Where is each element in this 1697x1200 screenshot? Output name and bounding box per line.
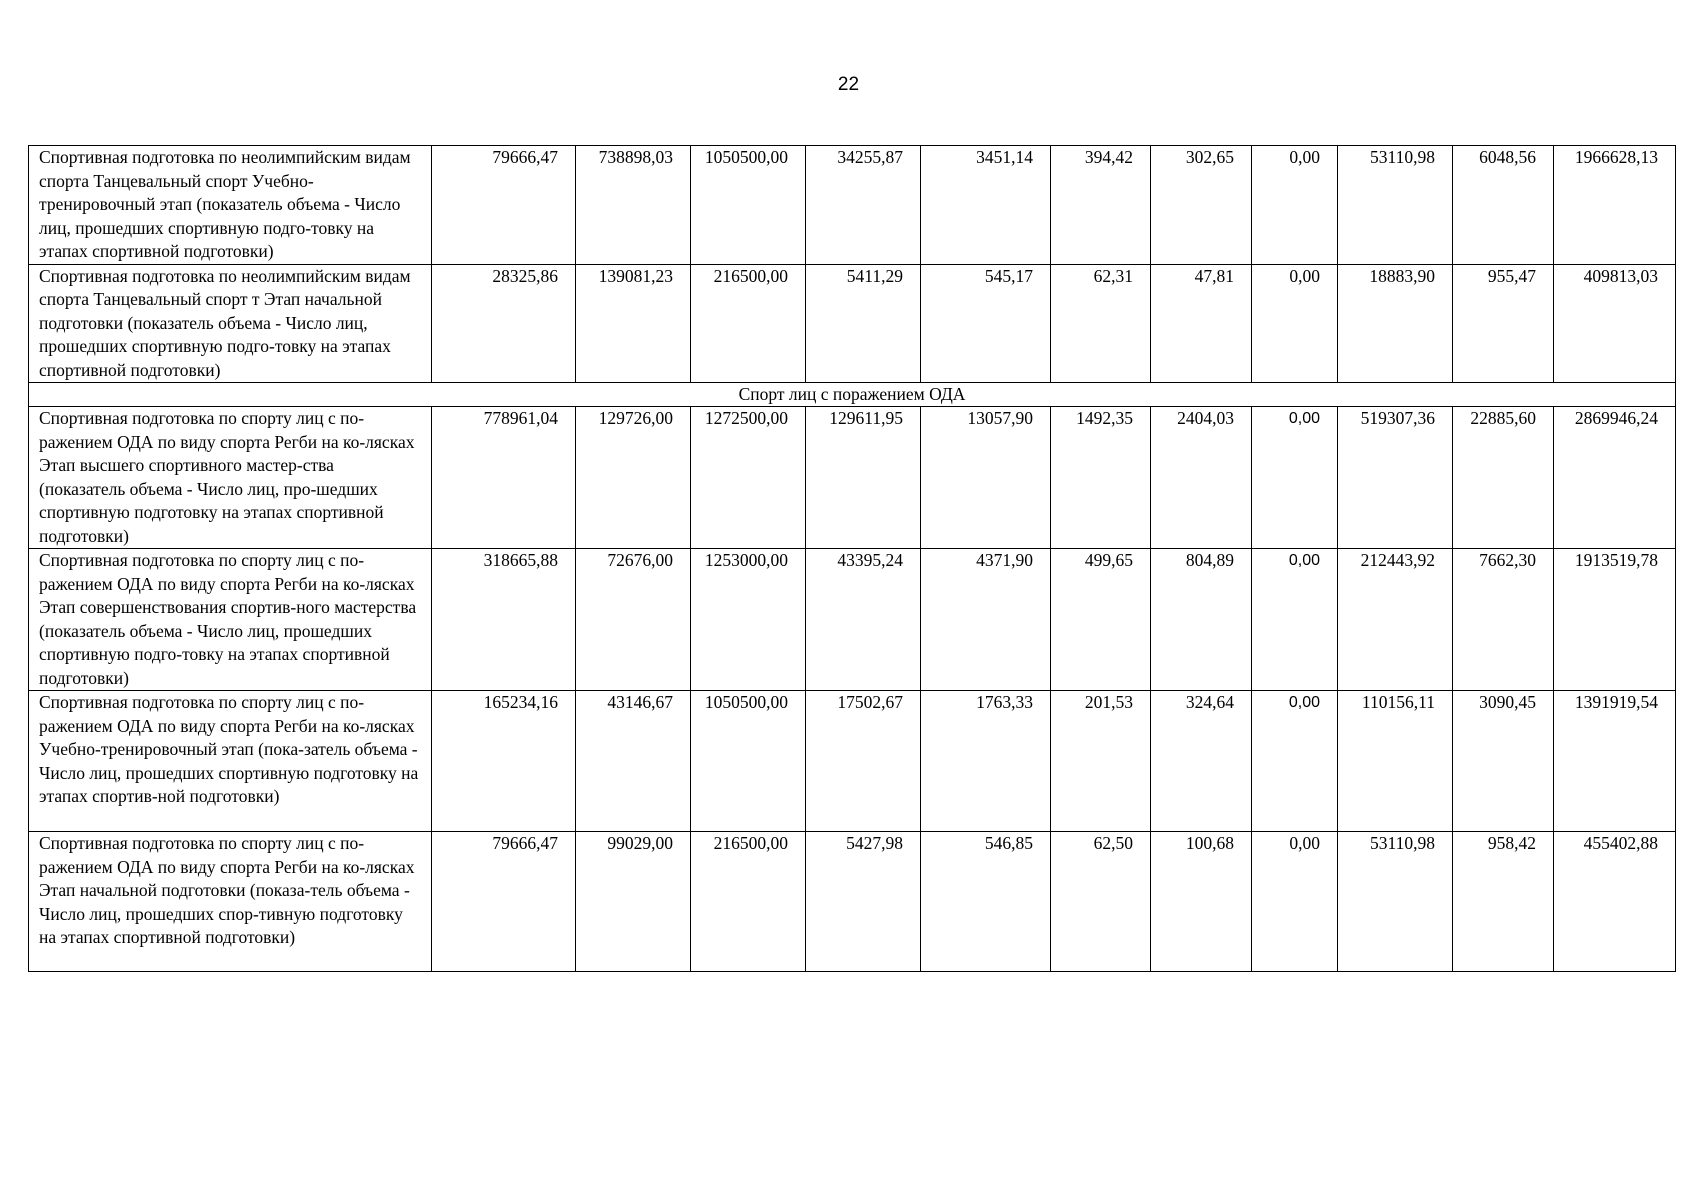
table-cell: 3090,45 (1453, 691, 1554, 832)
table-cell: 1913519,78 (1554, 549, 1676, 691)
table-cell: 2869946,24 (1554, 407, 1676, 549)
table-cell: 110156,11 (1338, 691, 1453, 832)
table-cell: 1492,35 (1051, 407, 1151, 549)
table-cell: 409813,03 (1554, 264, 1676, 383)
table-cell: 72676,00 (576, 549, 691, 691)
table-cell: 6048,56 (1453, 146, 1554, 265)
table-cell: 0,00 (1252, 407, 1338, 549)
table-cell: 499,65 (1051, 549, 1151, 691)
table-cell: 0,00 (1252, 146, 1338, 265)
table-cell: 546,85 (921, 832, 1051, 972)
table-cell: 5427,98 (806, 832, 921, 972)
table-cell: 394,42 (1051, 146, 1151, 265)
table-cell: 519307,36 (1338, 407, 1453, 549)
table-cell: 99029,00 (576, 832, 691, 972)
row-description: Спортивная подготовка по неолимпийским видам спорта Танцевальный спорт т Этап начальной подготовки (показатель объема - Число лиц, прошедших спортивную подго-товку на этапах спортивной подготовки) (29, 264, 432, 383)
table-cell: 1966628,13 (1554, 146, 1676, 265)
table-cell: 318665,88 (432, 549, 576, 691)
table-cell: 22885,60 (1453, 407, 1554, 549)
table-cell: 5411,29 (806, 264, 921, 383)
table-cell: 738898,03 (576, 146, 691, 265)
table-cell: 129611,95 (806, 407, 921, 549)
row-description: Спортивная подготовка по спорту лиц с по-ражением ОДА по виду спорта Регби на ко-лясках Этап начальной подготовки (показа-тель объема - Число лиц, прошедших спор-тивную подготовку на этапах спортивной подготовки) (29, 832, 432, 972)
section-title: Спорт лиц с поражением ОДА (29, 383, 1676, 407)
table-cell: 1763,33 (921, 691, 1051, 832)
table-cell: 53110,98 (1338, 146, 1453, 265)
table-row (29, 832, 1676, 972)
table-cell: 17502,67 (806, 691, 921, 832)
table-cell: 302,65 (1151, 146, 1252, 265)
row-description: Спортивная подготовка по спорту лиц с по-ражением ОДА по виду спорта Регби на ко-лясках Этап высшего спортивного мастер-ства (показатель объема - Число лиц, про-шедших спортивную подготовку на этапах спортивной подготовки) (29, 407, 432, 549)
table-cell: 1272500,00 (691, 407, 806, 549)
table-row (29, 407, 1676, 549)
table-cell: 28325,86 (432, 264, 576, 383)
table-cell: 2404,03 (1151, 407, 1252, 549)
table-cell: 804,89 (1151, 549, 1252, 691)
table-row (29, 146, 1676, 265)
table-cell: 1050500,00 (691, 691, 806, 832)
table-cell: 100,68 (1151, 832, 1252, 972)
table-row (29, 691, 1676, 832)
table-cell: 53110,98 (1338, 832, 1453, 972)
table-row (29, 549, 1676, 691)
table-cell: 0,00 (1252, 549, 1338, 691)
table-cell: 13057,90 (921, 407, 1051, 549)
table-cell: 43146,67 (576, 691, 691, 832)
table-cell: 0,00 (1252, 691, 1338, 832)
table-row (29, 264, 1676, 383)
table-cell: 165234,16 (432, 691, 576, 832)
table-cell: 958,42 (1453, 832, 1554, 972)
table-cell: 545,17 (921, 264, 1051, 383)
page-number: 22 (837, 74, 860, 95)
table-cell: 1050500,00 (691, 146, 806, 265)
table-cell: 1391919,54 (1554, 691, 1676, 832)
table-cell: 778961,04 (432, 407, 576, 549)
table-cell: 3451,14 (921, 146, 1051, 265)
table-cell: 0,00 (1252, 832, 1338, 972)
table-cell: 62,31 (1051, 264, 1151, 383)
table-cell: 129726,00 (576, 407, 691, 549)
table-cell: 34255,87 (806, 146, 921, 265)
table-cell: 7662,30 (1453, 549, 1554, 691)
table-cell: 216500,00 (691, 264, 806, 383)
table-cell: 139081,23 (576, 264, 691, 383)
table-cell: 62,50 (1051, 832, 1151, 972)
table-cell: 955,47 (1453, 264, 1554, 383)
table-cell: 1253000,00 (691, 549, 806, 691)
table-cell: 79666,47 (432, 146, 576, 265)
table-cell: 455402,88 (1554, 832, 1676, 972)
table-cell: 18883,90 (1338, 264, 1453, 383)
table-cell: 216500,00 (691, 832, 806, 972)
table-body (29, 146, 1676, 972)
section-header-row (29, 383, 1676, 407)
row-description: Спортивная подготовка по спорту лиц с по-ражением ОДА по виду спорта Регби на ко-лясках Учебно-тренировочный этап (пока-затель объема - Число лиц, прошедших спортивную подготовку на этапах спортив-ной подготовки) (29, 691, 432, 832)
budget-table (28, 145, 1676, 972)
table-cell: 47,81 (1151, 264, 1252, 383)
table-cell: 4371,90 (921, 549, 1051, 691)
table-cell: 43395,24 (806, 549, 921, 691)
table-cell: 0,00 (1252, 264, 1338, 383)
row-description: Спортивная подготовка по неолимпийским видам спорта Танцевальный спорт Учебно-тренировочный этап (показатель объема - Число лиц, прошедших спортивную подго-товку на этапах спортивной подготовки) (29, 146, 432, 265)
table-cell: 201,53 (1051, 691, 1151, 832)
table-cell: 212443,92 (1338, 549, 1453, 691)
table-cell: 324,64 (1151, 691, 1252, 832)
table-cell: 79666,47 (432, 832, 576, 972)
row-description: Спортивная подготовка по спорту лиц с по-ражением ОДА по виду спорта Регби на ко-лясках Этап совершенствования спортив-ного мастерства (показатель объема - Число лиц, прошедших спортивную подго-товку на этапах спортивной подготовки) (29, 549, 432, 691)
